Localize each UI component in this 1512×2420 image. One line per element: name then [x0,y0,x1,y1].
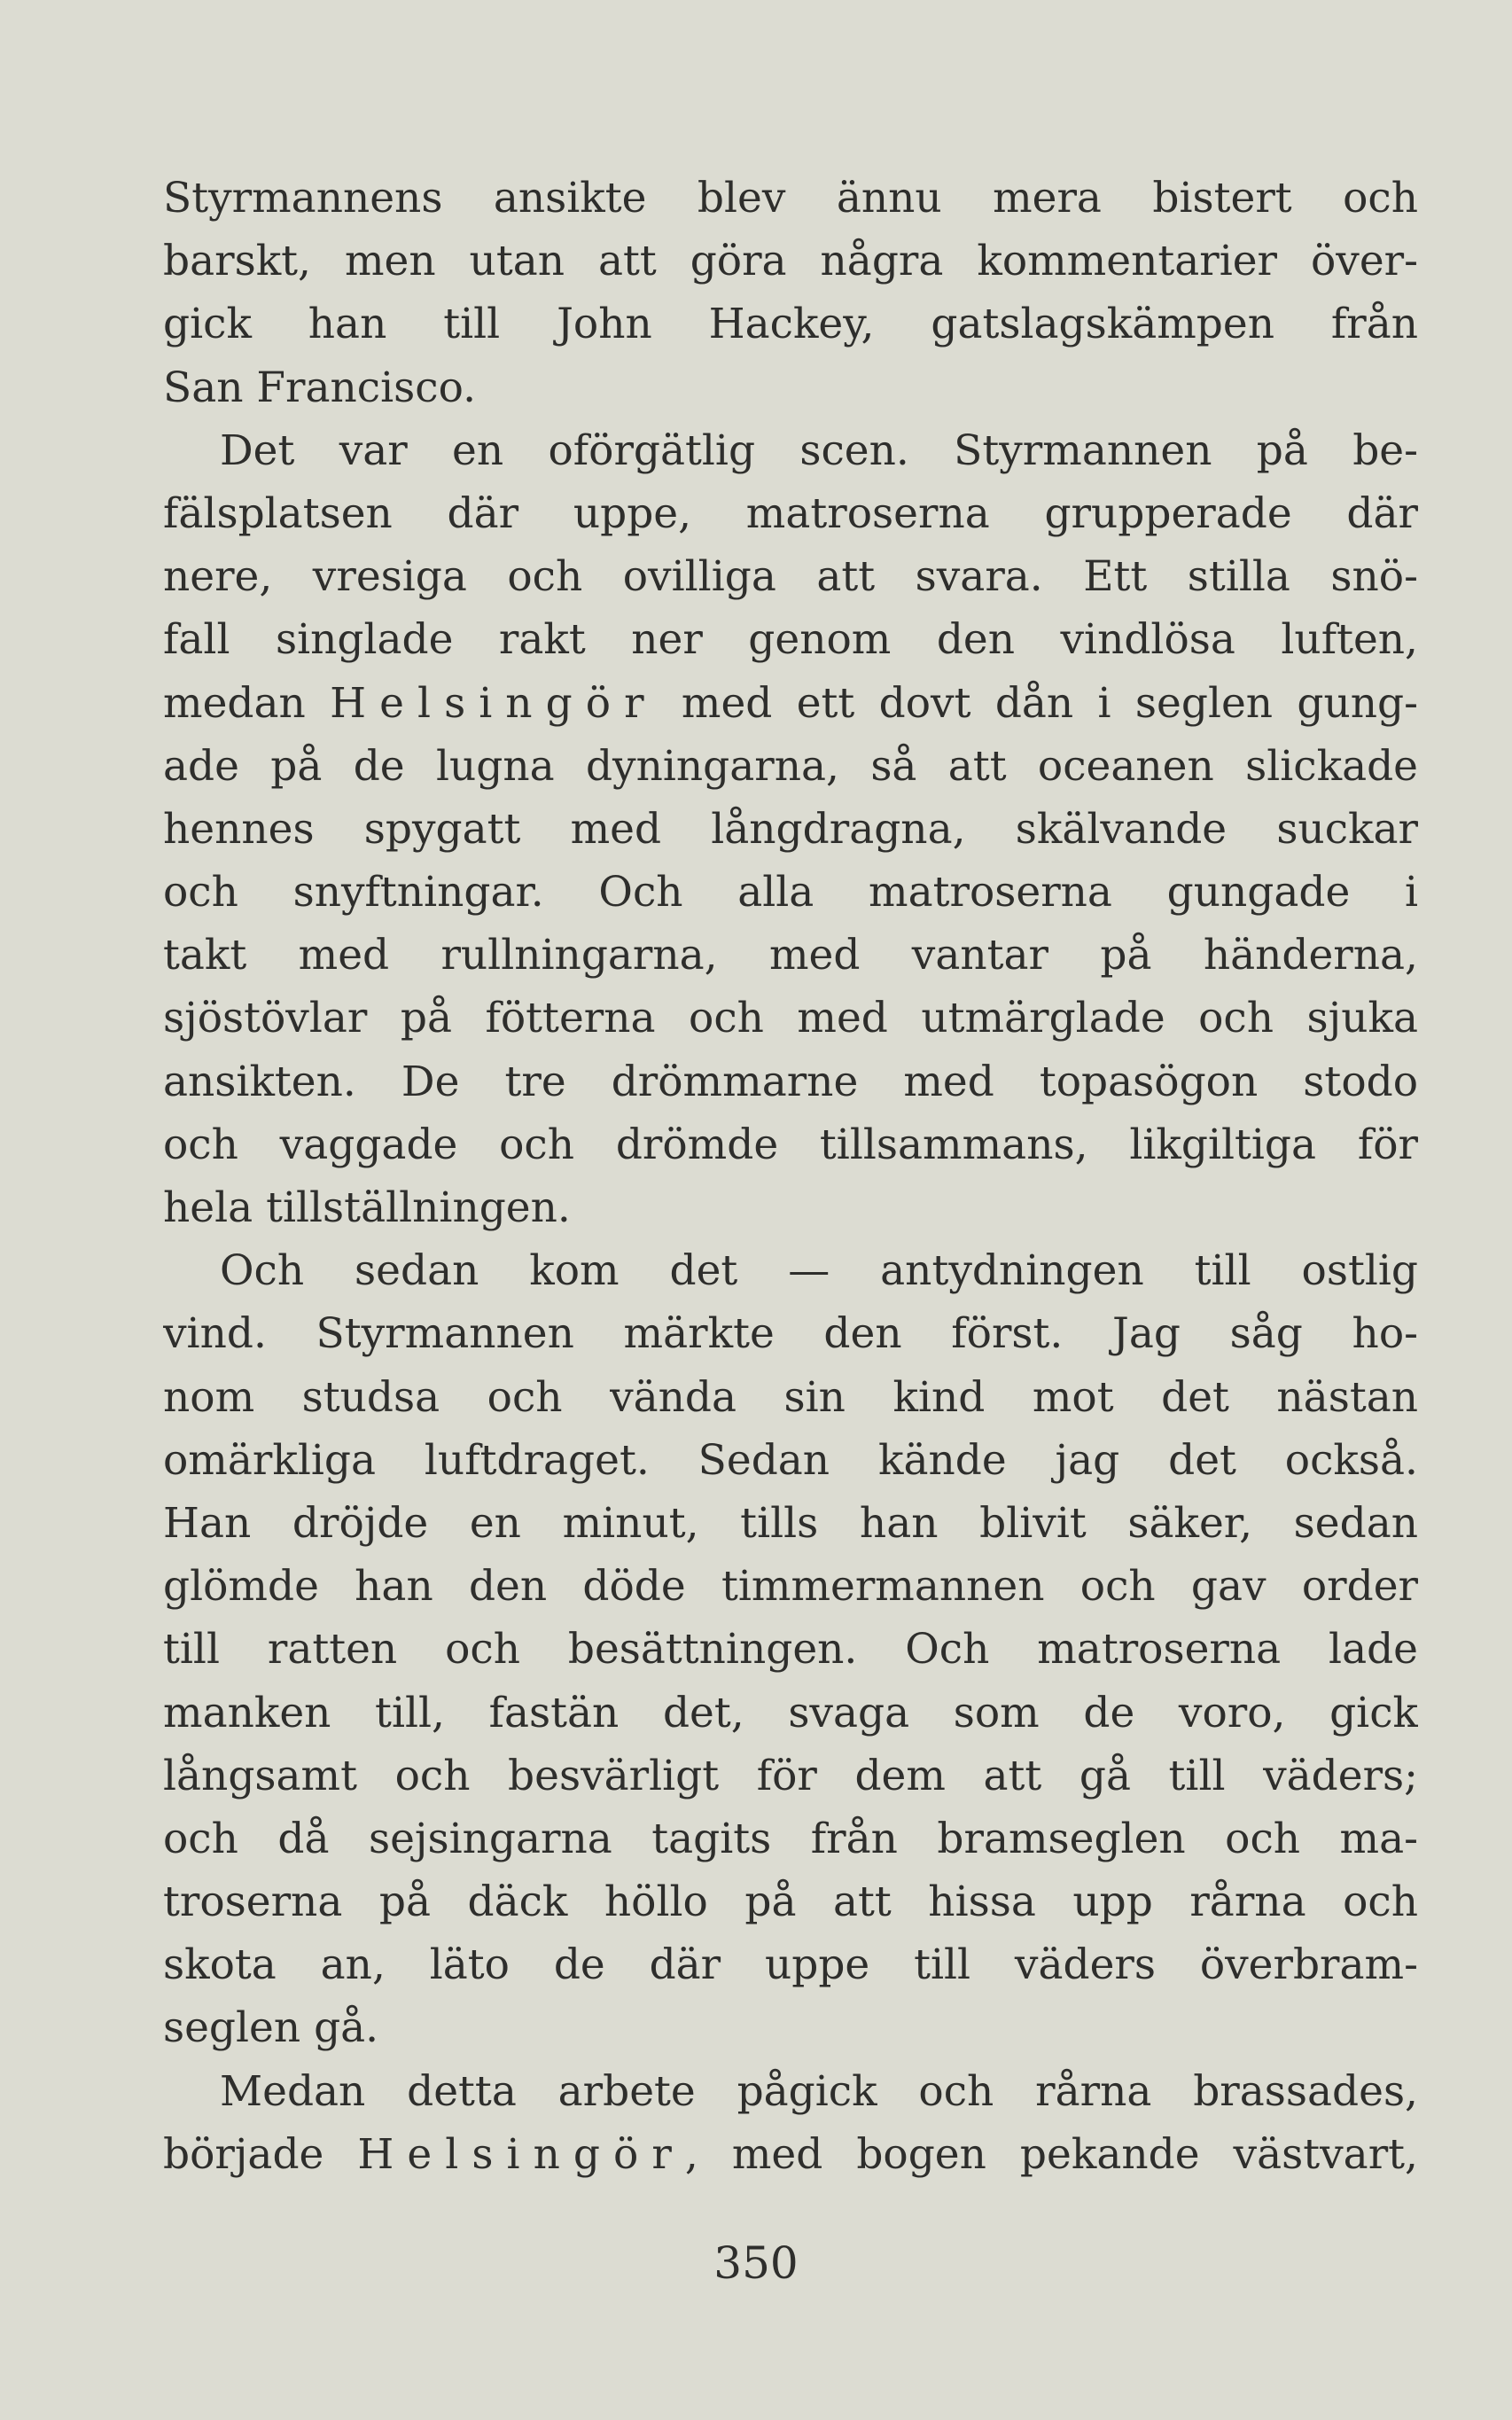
text-line: fälsplatsen där uppe, matroserna grupperade där [163,488,1418,538]
text-line: Och sedan kom det — antydningen till ostlig [220,1246,1418,1296]
text-line: hennes spygatt med långdragna, skälvande suckar [163,804,1418,854]
text-line: manken till, fastän det, svaga som de voro, gick [163,1688,1418,1737]
text-line: troserna på däck höllo på att hissa upp rårna och [163,1877,1418,1927]
text-line: Det var en oförgätlig scen. Styrmannen på be- [220,425,1418,475]
text-line: takt med rullningarna, med vantar på händerna, [163,931,1418,980]
text-line: långsamt och besvärligt för dem att gå till väders; [163,1751,1418,1800]
text-line: Styrmannens ansikte blev ännu mera bistert och [163,174,1418,222]
ship-name-emphasis: Helsingör [357,2129,685,2179]
text-line: började Helsingör, med bogen pekande västvart, [163,2129,1418,2179]
text-line: Medan detta arbete pågick och rårna brassades, [220,2066,1418,2116]
text-line: ade på de lugna dyningarna, så att oceanen slickade [163,741,1418,791]
page-number: 350 [713,2237,799,2289]
text-line: San Francisco. [163,363,477,412]
text-line: till ratten och besättningen. Och matroserna lade [163,1625,1418,1674]
text-line: nere, vresiga och ovilliga att svara. Ett stilla snö- [163,552,1418,602]
text-line: och snyftningar. Och alla matroserna gungade i [163,868,1418,917]
text-line: medan Helsingör med ett dovt dån i seglen gung- [163,678,1418,728]
text-line: fall singlade rakt ner genom den vindlösa luften, [163,615,1418,665]
text-line: seglen gå. [163,2003,379,2053]
text-line: nom studsa och vända sin kind mot det nästan [163,1372,1418,1422]
text-line: omärkliga luftdraget. Sedan kände jag det också. [163,1435,1418,1485]
text-line: skota an, läto de där uppe till väders överbram- [163,1940,1418,1990]
text-line: sjöstövlar på fötterna och med utmärglade och sjuka [163,994,1418,1043]
text-line: och då sejsingarna tagits från bramseglen och ma- [163,1814,1418,1863]
text-line: ansikten. De tre drömmarne med topasögon stodo [163,1057,1418,1106]
text-line: gick han till John Hackey, gatslagskämpen från [163,300,1418,349]
text-line: glömde han den döde timmermannen och gav order [163,1562,1418,1612]
text-line: barskt, men utan att göra några kommentarier över- [163,237,1418,286]
text-line: och vaggade och drömde tillsammans, likgiltiga för [163,1120,1418,1169]
body-text [163,167,1418,2186]
ship-name-emphasis: Helsingör [330,678,658,728]
text-line: Han dröjde en minut, tills han blivit säker, sedan [163,1498,1418,1548]
text-line: hela tillställningen. [163,1183,571,1232]
text-line: vind. Styrmannen märkte den först. Jag såg ho- [163,1309,1418,1359]
